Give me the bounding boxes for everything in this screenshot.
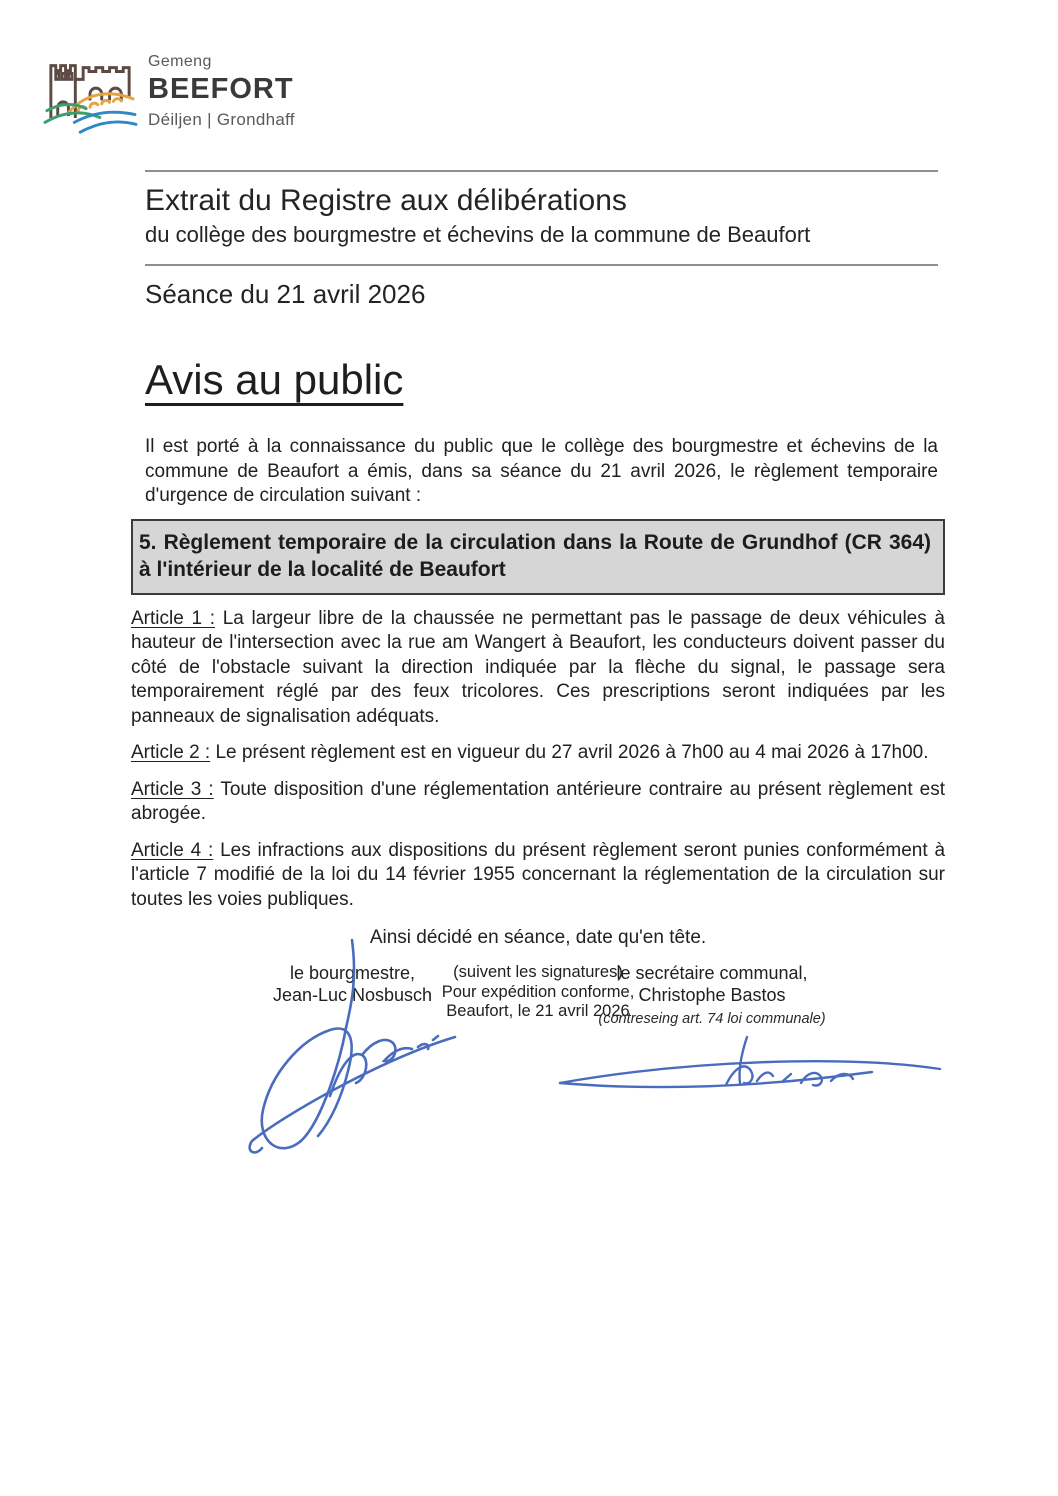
signatory-secretaire [557, 962, 867, 1030]
article-2-text: Le présent règlement est en vigueur du 27 avril 2026 à 7h00 au 4 mai 2026 à 17h00. [215, 742, 929, 763]
article-1-paragraph [131, 607, 945, 730]
horizontal-rule-middle [145, 264, 938, 266]
place-date: Beaufort, le 21 avril 2026 [446, 1002, 630, 1020]
article-3-paragraph [131, 778, 945, 827]
article-4-paragraph [131, 839, 945, 913]
article-1-label: Article 1 : [131, 607, 215, 629]
document-body [131, 0, 945, 1022]
article-3-label: Article 3 : [131, 778, 214, 800]
session-date: Séance du 21 avril 2026 [145, 279, 426, 309]
article-3-text: Toute disposition d'une réglementation antérieure contraire au présent règlement est abrogée. [131, 778, 945, 824]
article-1-text: La largeur libre de la chaussée ne permettant pas le passage de deux véhicules à hauteur de l'intersection avec la rue am Wangert à Beaufort, les conducteurs doivent passer du côté de l'obstacle suivant la direction indiquée par la flèche du signal, le passage sera temporairement réglé par des feux tricolores. Ces prescriptions seront indiquées par les panneaux de signalisation adéquats. [131, 607, 945, 727]
bourgmestre-role: le bourgmestre, [289, 963, 416, 983]
bourgmestre-name: Jean-Luc Nosbusch [272, 985, 433, 1005]
regulation-title: 5. Règlement temporaire de la circulation dans la Route de Grundhof (CR 364) à l'intérieur de la localité de Beaufort [139, 530, 931, 581]
article-2-paragraph [131, 741, 945, 766]
document-subtitle: du collège des bourgmestre et échevins de la commune de Beaufort [145, 222, 811, 247]
document-title: Extrait du Registre aux délibérations [145, 184, 627, 217]
secretaire-note: (contreseing art. 74 loi communale) [598, 1011, 826, 1027]
castle-logo-icon [40, 50, 140, 140]
copy-note: Pour expédition conforme, [441, 982, 635, 1001]
logo-region-label: Gemeng [148, 53, 212, 70]
decision-line: Ainsi décidé en séance, date qu'en tête. [369, 927, 707, 948]
regulation-title-box [131, 519, 945, 595]
secretaire-name: Christophe Bastos [638, 985, 786, 1005]
notice-heading: Avis au public [145, 356, 404, 403]
horizontal-rule-top [145, 170, 938, 172]
signatory-bourgmestre [230, 962, 475, 1006]
signatures-note: (suivent les signatures) [453, 963, 623, 981]
article-2-label: Article 2 : [131, 742, 211, 763]
secretaire-signature-icon [560, 1037, 940, 1087]
secretaire-role: le secrétaire communal, [616, 963, 808, 983]
logo-localities: Déiljen | Grondhaff [148, 110, 295, 129]
article-4-label: Article 4 : [131, 839, 214, 861]
logo-commune-name: BEEFORT [148, 73, 294, 105]
notice-intro-paragraph: Il est porté à la connaissance du public que le collège des bourgmestre et échevins de la commune de Beaufort a émis, dans sa séance du 21 avril 2026, le règlement temporaire d'urgence de circulation suivant : [145, 436, 938, 506]
article-4-text: Les infractions aux dispositions du présent règlement seront punies conformément à l'article 7 modifié de la loi du 14 février 1955 concernant la réglementation de la circulation sur toutes les voies publiques. [131, 839, 946, 910]
